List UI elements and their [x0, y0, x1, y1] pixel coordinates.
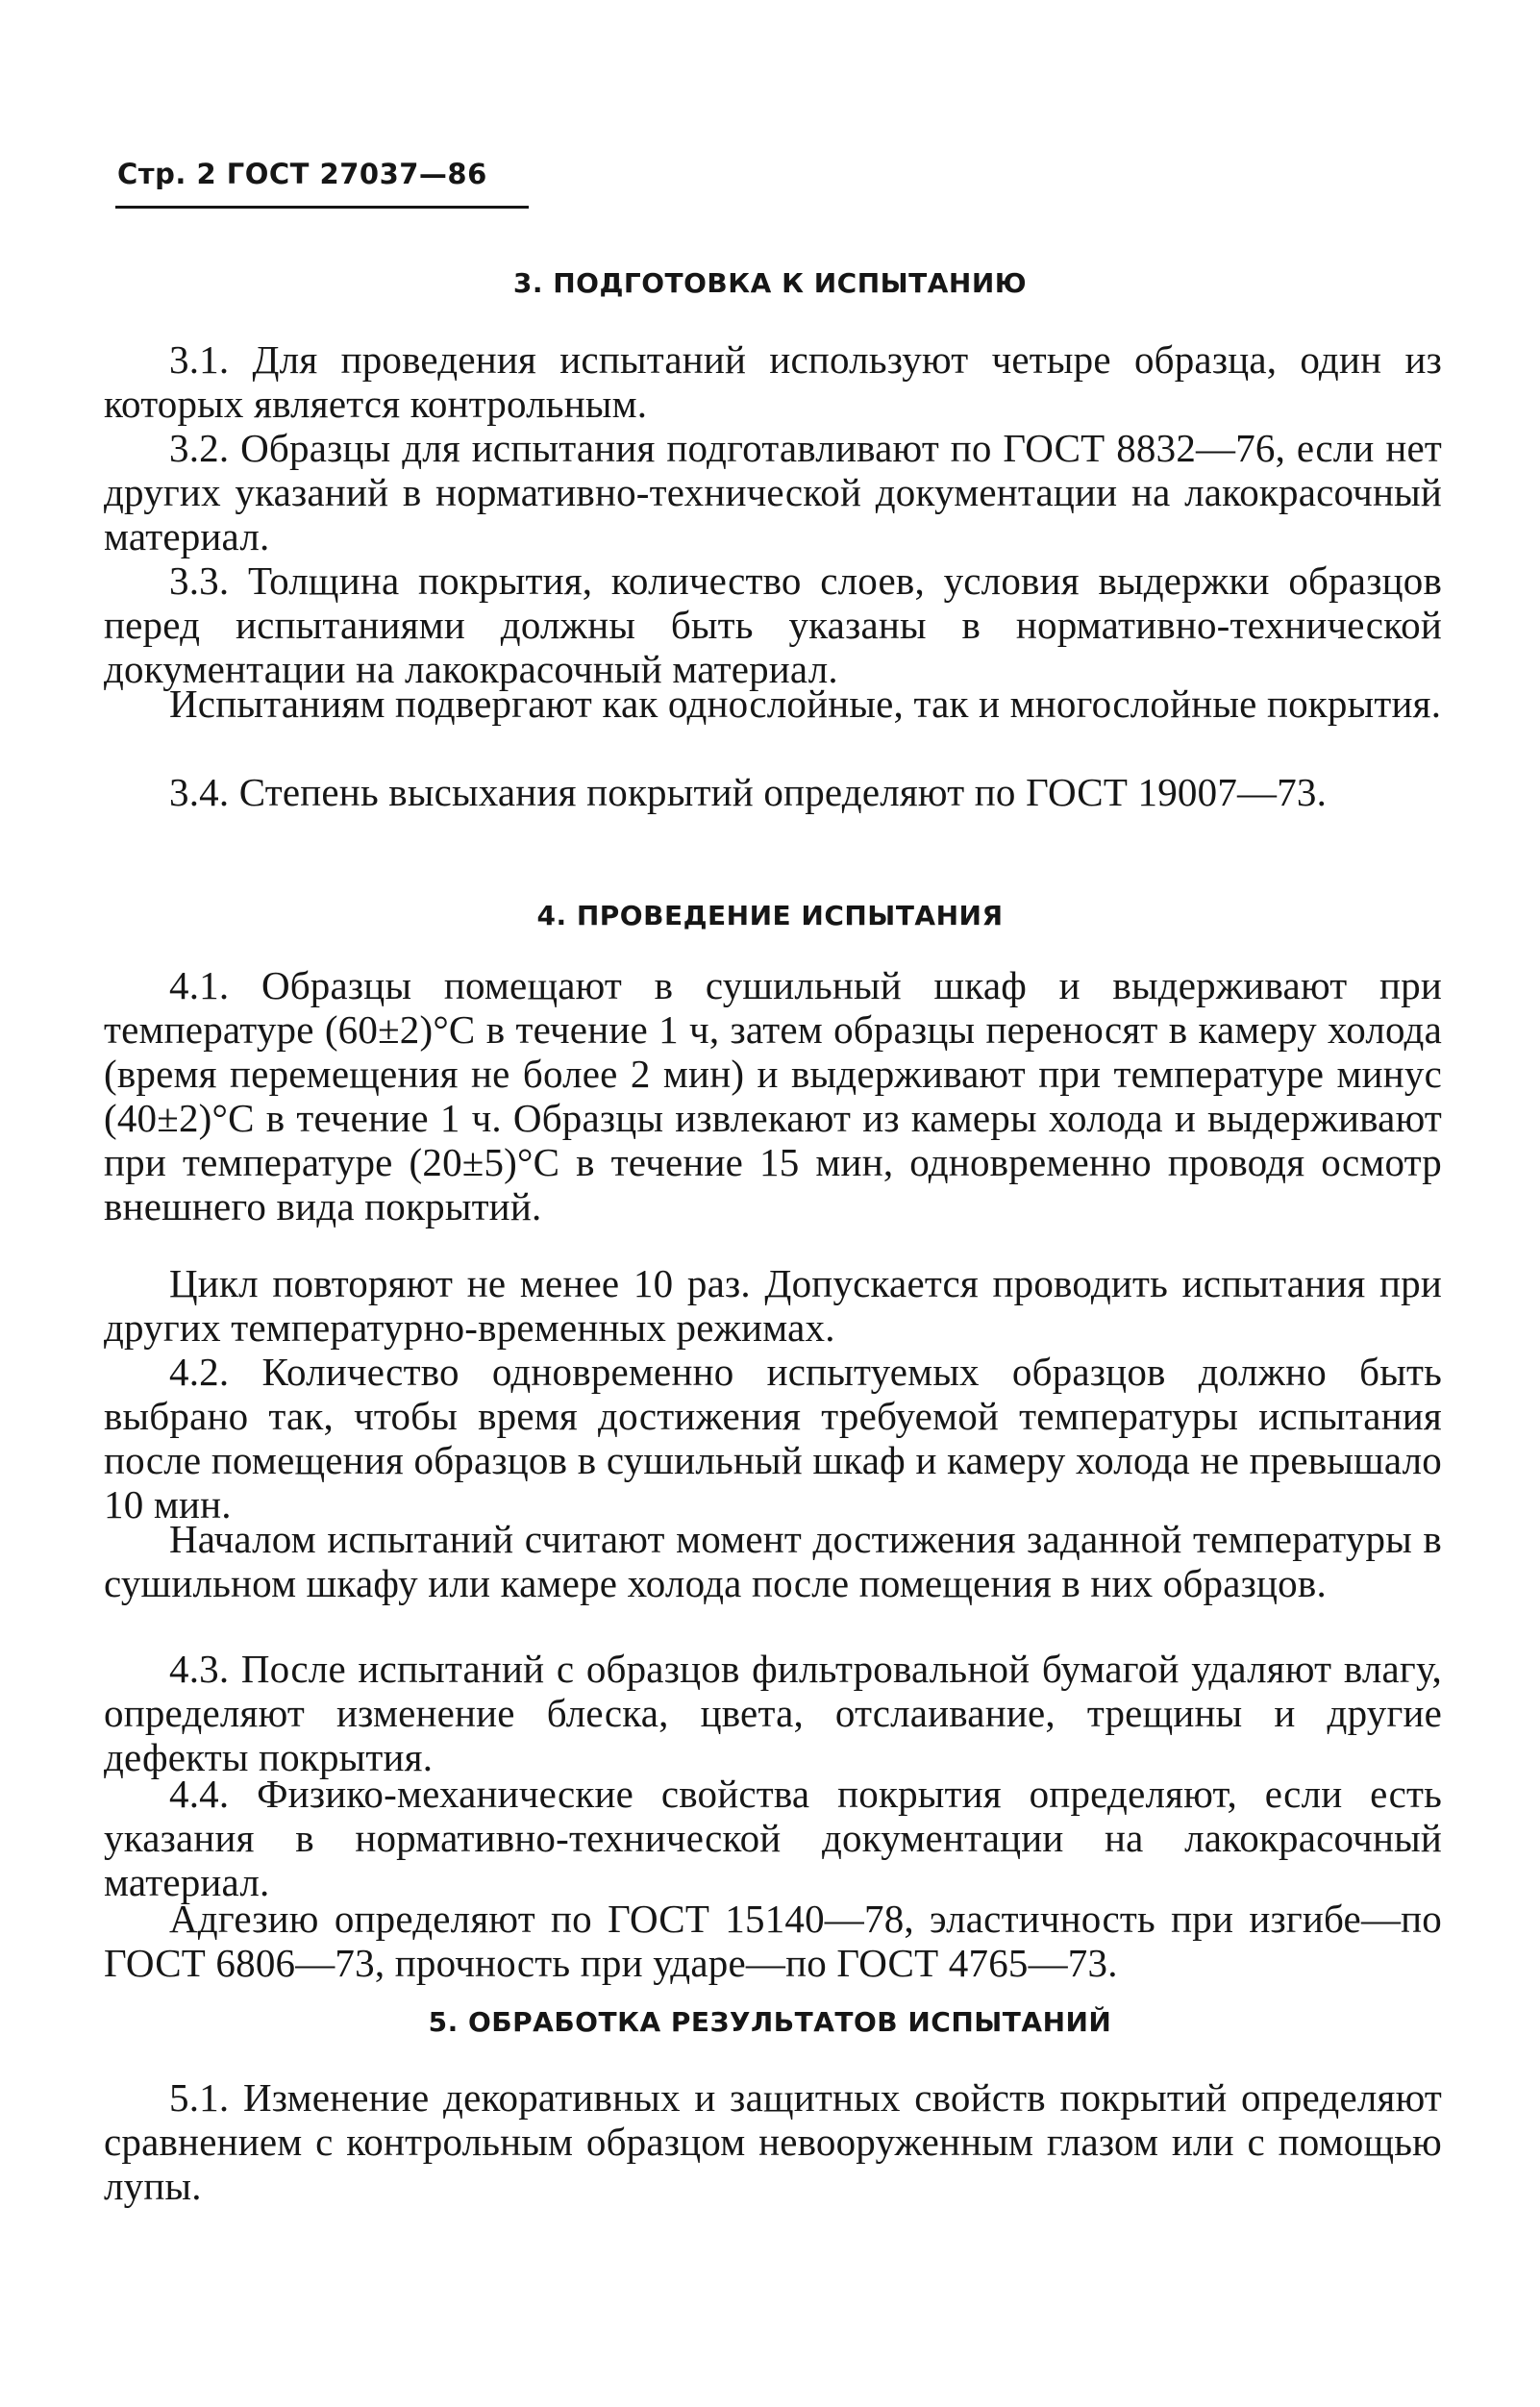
- section-4-title: 4. ПРОВЕДЕНИЕ ИСПЫТАНИЯ: [536, 900, 1004, 931]
- paragraph-4-2: 4.2. Количество одновременно испытуемых образцов должно быть выбрано так, чтобы время достижения требуемой температуры испытания после помещения образцов в сушильный шкаф и камеру холода не превышало 10 мин.: [104, 1350, 1442, 1526]
- header-rule: [115, 206, 529, 209]
- paragraph-4-2-continued: Началом испытаний считают момент достижения заданной температуры в сушильном шкафу или камере холода после помещения в них образцов.: [104, 1517, 1442, 1605]
- paragraph-5-1: 5.1. Изменение декоративных и защитных свойств покрытий определяют сравнением с контрольным образцом невооруженным глазом или с помощью лупы.: [104, 2075, 1442, 2208]
- paragraph-4-4: 4.4. Физико-механические свойства покрытия определяют, если есть указания в нормативно-технической документации на лакокрасочный материал.: [104, 1772, 1442, 1904]
- paragraph-4-1-continued: Цикл повторяют не менее 10 раз. Допускается проводить испытания при других температурно-временных режимах.: [104, 1261, 1442, 1350]
- paragraph-3-3-continued: Испытаниям подвергают как однослойные, так и многослойные покрытия.: [169, 682, 1442, 726]
- running-head: Стр. 2 ГОСТ 27037—86: [117, 158, 487, 190]
- paragraph-3-3: 3.3. Толщина покрытия, количество слоев, условия выдержки образцов перед испытаниями должны быть указаны в нормативно-технической документации на лакокрасочный материал.: [104, 558, 1442, 691]
- section-3-title: 3. ПОДГОТОВКА К ИСПЫТАНИЮ: [512, 267, 1028, 299]
- paragraph-4-4-continued: Адгезию определяют по ГОСТ 15140—78, эластичность при изгибе—по ГОСТ 6806—73, прочность при ударе—по ГОСТ 4765—73.: [104, 1897, 1442, 1985]
- paragraph-3-2: 3.2. Образцы для испытания подготавливают по ГОСТ 8832—76, если нет других указаний в нормативно-технической документации на лакокрасочный материал.: [104, 426, 1442, 558]
- paragraph-4-1: 4.1. Образцы помещают в сушильный шкаф и выдерживают при температуре (60±2)°С в течение 1 ч, затем образцы переносят в камеру холода (время перемещения не более 2 мин) и выдерживают при температуре минус (40±2)°С в течение 1 ч. Образцы извлекают из камеры холода и выдерживают при температуре (20±5)°С в течение 15 мин, одновременно проводя осмотр внешнего вида покрытий.: [104, 963, 1442, 1228]
- paragraph-3-1: 3.1. Для проведения испытаний используют четыре образца, один из которых является контрольным.: [104, 337, 1442, 426]
- paragraph-4-3: 4.3. После испытаний с образцов фильтровальной бумагой удаляют влагу, определяют изменение блеска, цвета, отслаивание, трещины и другие дефекты покрытия.: [104, 1647, 1442, 1779]
- section-5-title: 5. ОБРАБОТКА РЕЗУЛЬТАТОВ ИСПЫТАНИЙ: [428, 2006, 1112, 2038]
- paragraph-3-4: 3.4. Степень высыхания покрытий определяют по ГОСТ 19007—73.: [169, 770, 1328, 814]
